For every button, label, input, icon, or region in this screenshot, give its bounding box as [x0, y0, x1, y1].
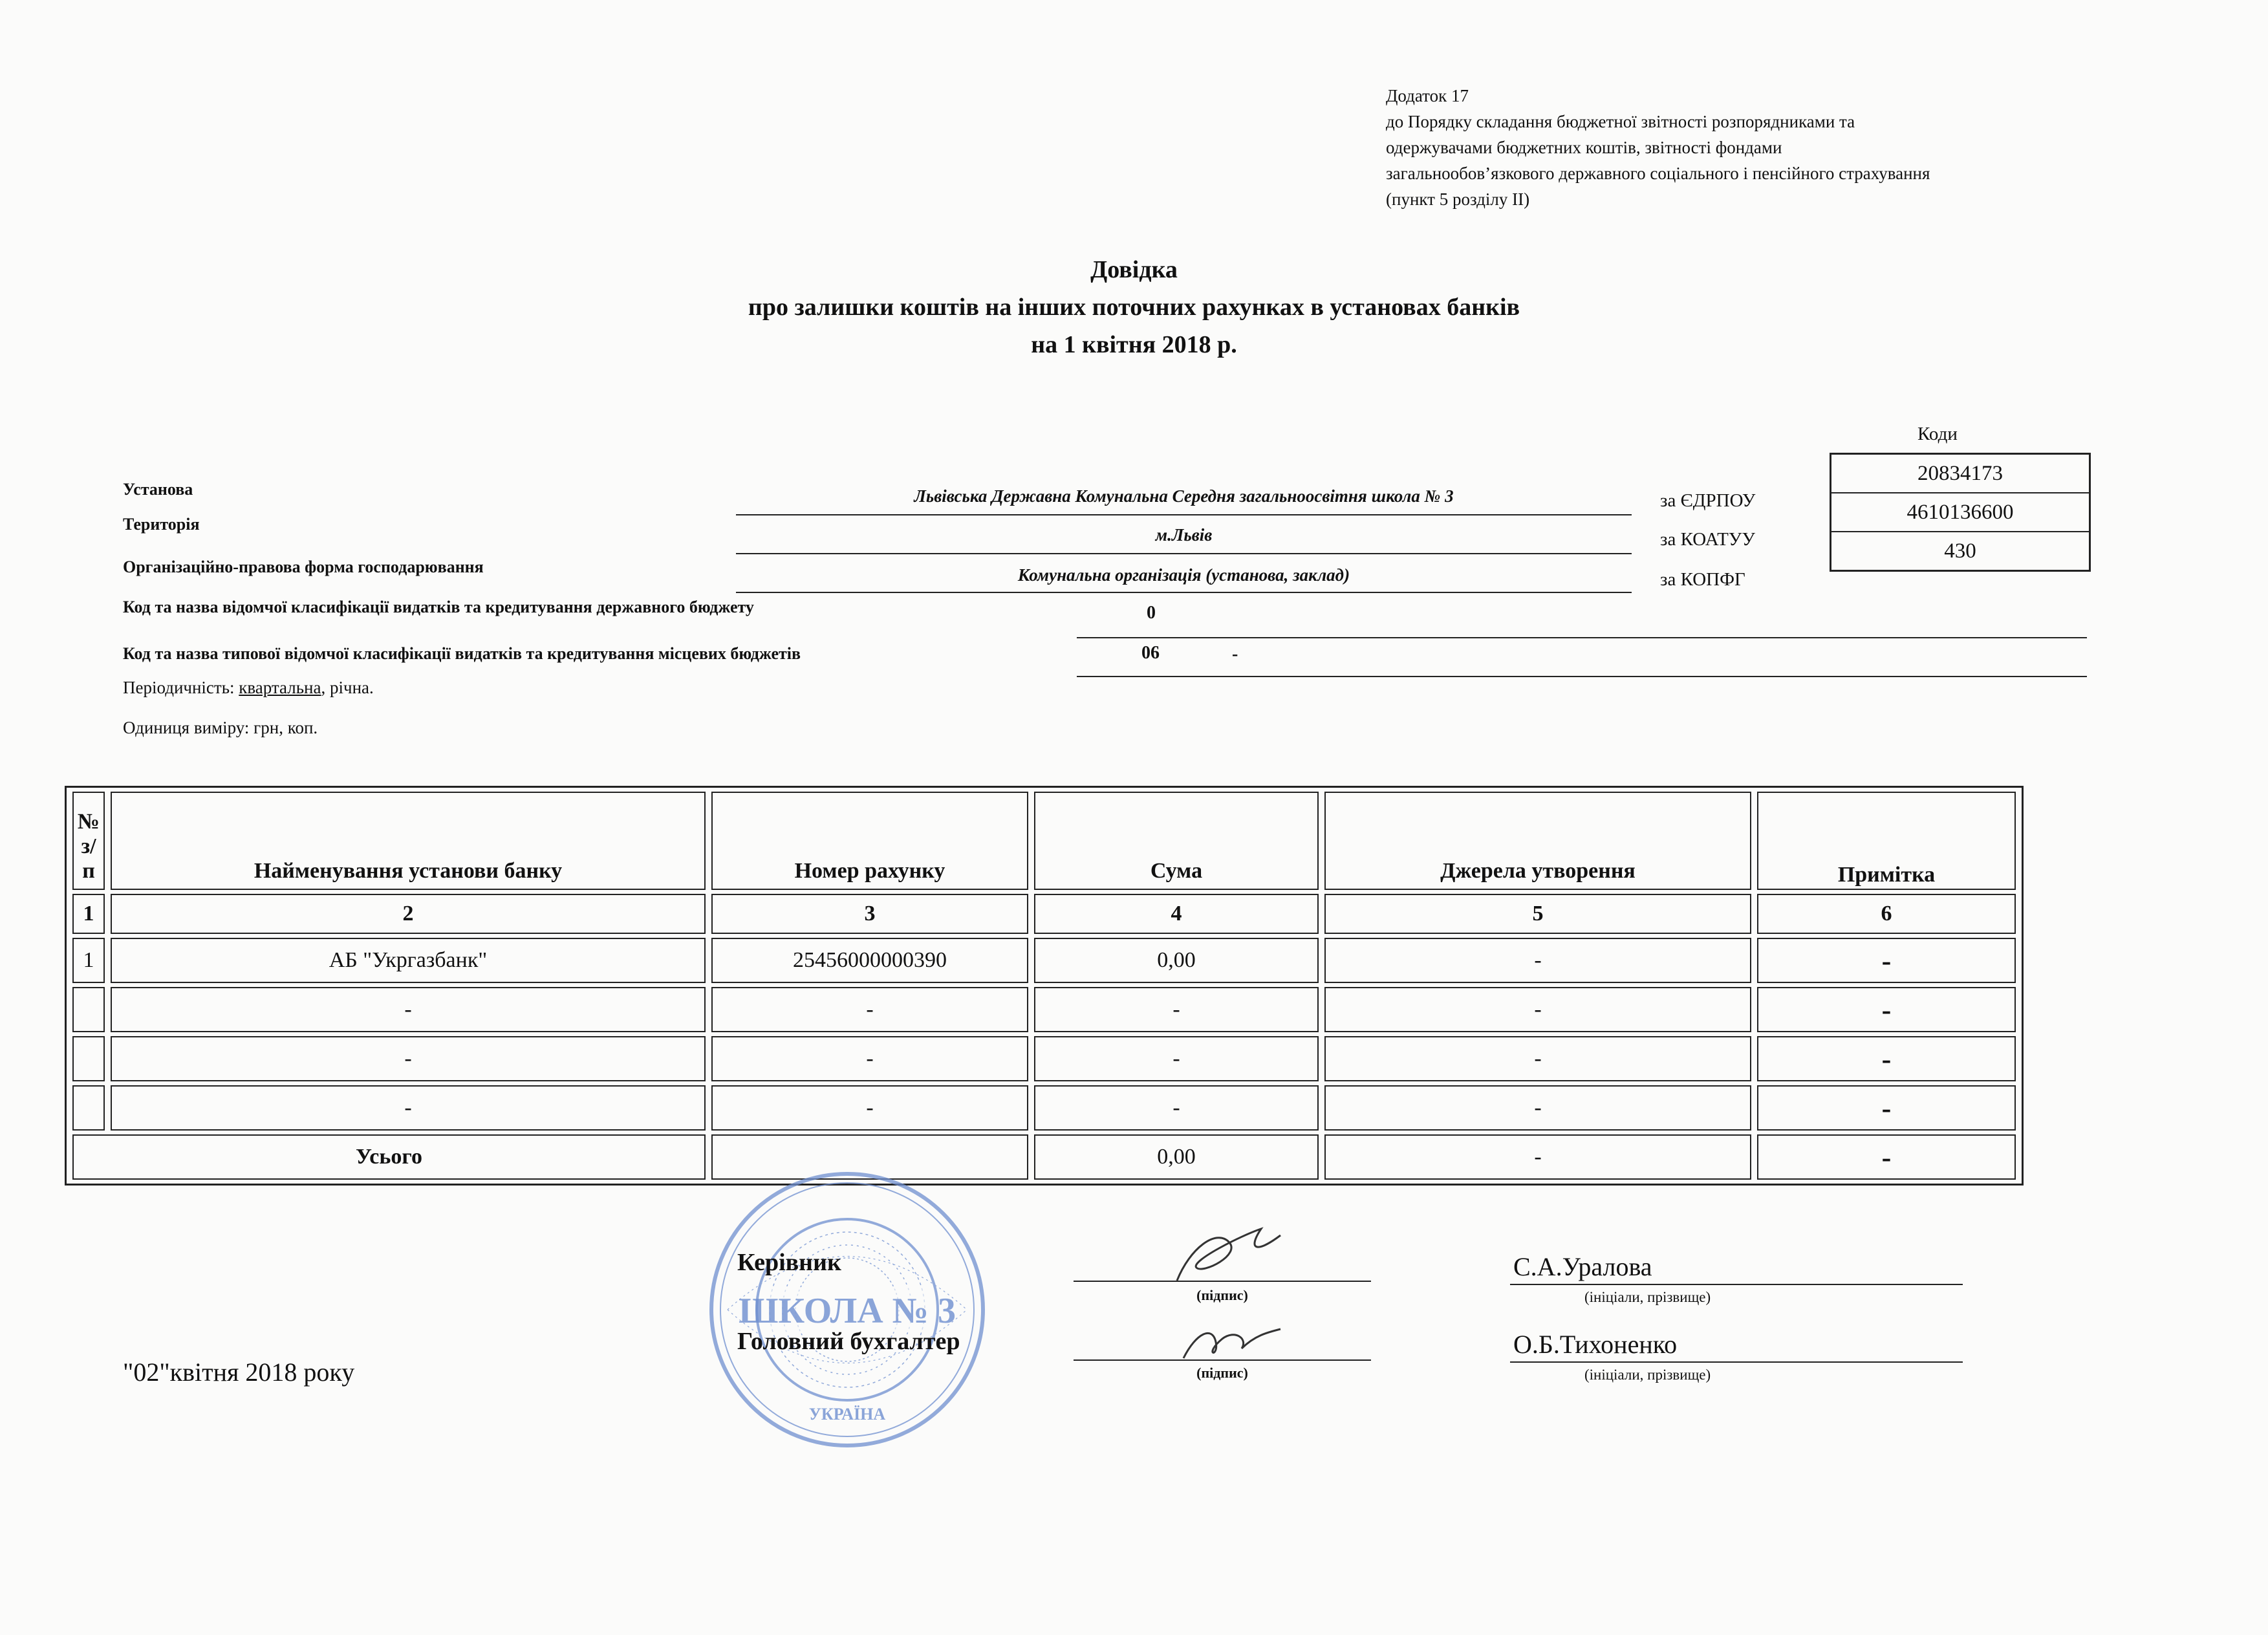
total-note: - — [1757, 1134, 2016, 1180]
head-signature — [1164, 1222, 1293, 1287]
appendix-line: одержувачами бюджетних коштів, звітності фондами — [1386, 138, 1782, 157]
bank-name: - — [111, 1036, 706, 1081]
col-number: 3 — [711, 894, 1028, 934]
table-row — [72, 1036, 2016, 1081]
kopfg-label: за КОПФГ — [1660, 569, 1745, 590]
seal-bottom-text: УКРАЇНА — [808, 1405, 886, 1424]
source: - — [1324, 1085, 1751, 1131]
local-budget-dash: - — [1232, 644, 1238, 664]
col-number: 6 — [1757, 894, 2016, 934]
state-budget-value: 0 — [1147, 603, 1156, 623]
document-title — [0, 251, 2268, 363]
col-number: 5 — [1324, 894, 1751, 934]
account-number: 25456000000390 — [711, 938, 1028, 983]
school-seal — [702, 1164, 993, 1455]
note: - — [1757, 1085, 2016, 1131]
column-number-row — [72, 894, 2016, 934]
amount: 0,00 — [1034, 938, 1319, 983]
institution-value: Львівська Державна Комунальна Середня загальноосвітня школа № 3 — [914, 486, 1454, 506]
bank-name: АБ "Укргазбанк" — [111, 938, 706, 983]
total-source: - — [1324, 1134, 1751, 1180]
head-name-caption: (ініціали, прізвище) — [1584, 1289, 1711, 1305]
territory-underline — [736, 553, 1632, 554]
table-row — [72, 1085, 2016, 1131]
total-label: Усього — [72, 1134, 706, 1180]
header-bank-name: Найменування установи банку — [111, 792, 706, 890]
legal-form-value: Комунальна організація (установа, заклад) — [1017, 565, 1350, 585]
accountant-name-line — [1510, 1361, 1963, 1363]
note: - — [1757, 938, 2016, 983]
accountant-signature — [1177, 1313, 1287, 1365]
accountant-name: О.Б.Тихоненко — [1513, 1330, 1678, 1359]
title-line: на 1 квітня 2018 р. — [1031, 331, 1237, 358]
account-number: - — [711, 987, 1028, 1032]
appendix-line: до Порядку складання бюджетної звітності розпорядниками та — [1386, 112, 1855, 131]
row-index — [72, 1085, 105, 1131]
legal-form-underline — [736, 592, 1632, 593]
source: - — [1324, 987, 1751, 1032]
appendix-line: Додаток 17 — [1386, 86, 1469, 105]
total-amount: 0,00 — [1034, 1134, 1319, 1180]
local-budget-value: 06 — [1141, 643, 1160, 663]
koatuu-value: 4610136600 — [1831, 493, 2089, 532]
appendix-line: загальнообов’язкового державного соціального і пенсійного страхування — [1386, 164, 1930, 183]
accountant-name-caption: (ініціали, прізвище) — [1584, 1367, 1711, 1383]
row-index — [72, 1036, 105, 1081]
koatuu-label: за КОАТУУ — [1660, 529, 1755, 550]
institution-label: Установа — [123, 480, 193, 499]
bank-name: - — [111, 987, 706, 1032]
table-row — [72, 938, 2016, 983]
account-number: - — [711, 1085, 1028, 1131]
territory-label: Територія — [123, 515, 200, 534]
head-name-line — [1510, 1284, 1963, 1285]
signature-date: "02"квітня 2018 року — [123, 1358, 355, 1387]
periodicity-label: Періодичність: — [123, 678, 235, 697]
accountant-label: Головний бухгалтер — [737, 1328, 960, 1355]
header-amount: Сума — [1034, 792, 1319, 890]
table-header-row — [72, 792, 2016, 890]
legal-form-label: Організаційно-правова форма господарювання — [123, 558, 484, 576]
territory-value: м.Львів — [1155, 525, 1213, 545]
amount: - — [1034, 987, 1319, 1032]
col-number: 1 — [72, 894, 105, 934]
local-budget-underline — [1077, 676, 2087, 677]
accountant-signature-caption: (підпис) — [1196, 1365, 1248, 1381]
local-budget-label: Код та назва типової відомчої класифікації видатків та кредитування місцевих бюджетів — [123, 644, 801, 663]
head-label: Керівник — [737, 1249, 841, 1276]
periodicity — [123, 678, 374, 698]
title-line: про залишки коштів на інших поточних рахунках в установах банків — [748, 294, 1520, 321]
note: - — [1757, 1036, 2016, 1081]
head-signature-caption: (підпис) — [1196, 1287, 1248, 1303]
row-index — [72, 987, 105, 1032]
bank-name: - — [111, 1085, 706, 1131]
header-note: Примітка — [1757, 792, 2016, 890]
codes-header: Коди — [1917, 424, 1958, 444]
amount: - — [1034, 1085, 1319, 1131]
periodicity-rest: , річна. — [321, 678, 374, 697]
header-account-number: Номер рахунку — [711, 792, 1028, 890]
unit-of-measure: Одиниця виміру: грн, коп. — [123, 718, 318, 737]
col-number: 4 — [1034, 894, 1319, 934]
state-budget-underline — [1077, 637, 2087, 638]
note: - — [1757, 987, 2016, 1032]
edrpou-value: 20834173 — [1831, 455, 2089, 493]
state-budget-label: Код та назва відомчої класифікації видатків та кредитування державного бюджету — [123, 598, 754, 616]
table-row — [72, 987, 2016, 1032]
appendix-note — [1386, 83, 1930, 212]
kopfg-value: 430 — [1944, 539, 1976, 563]
source: - — [1324, 938, 1751, 983]
source: - — [1324, 1036, 1751, 1081]
edrpou-label: за ЄДРПОУ — [1660, 490, 1756, 511]
balances-table — [65, 786, 2024, 1186]
seal-center-text: ШКОЛА № 3 — [739, 1291, 956, 1331]
periodicity-quarterly: квартальна — [239, 678, 321, 697]
header-sources: Джерела утворення — [1324, 792, 1751, 890]
institution-underline — [736, 514, 1632, 515]
appendix-line: (пункт 5 розділу ІІ) — [1386, 189, 1530, 209]
title-line: Довідка — [1090, 256, 1178, 283]
row-index: 1 — [72, 938, 105, 983]
header-index: № з/п — [72, 792, 105, 890]
codes-box — [1830, 453, 2091, 572]
account-number: - — [711, 1036, 1028, 1081]
amount: - — [1034, 1036, 1319, 1081]
head-name: С.А.Уралова — [1513, 1252, 1652, 1281]
total-row — [72, 1134, 2016, 1180]
col-number: 2 — [111, 894, 706, 934]
